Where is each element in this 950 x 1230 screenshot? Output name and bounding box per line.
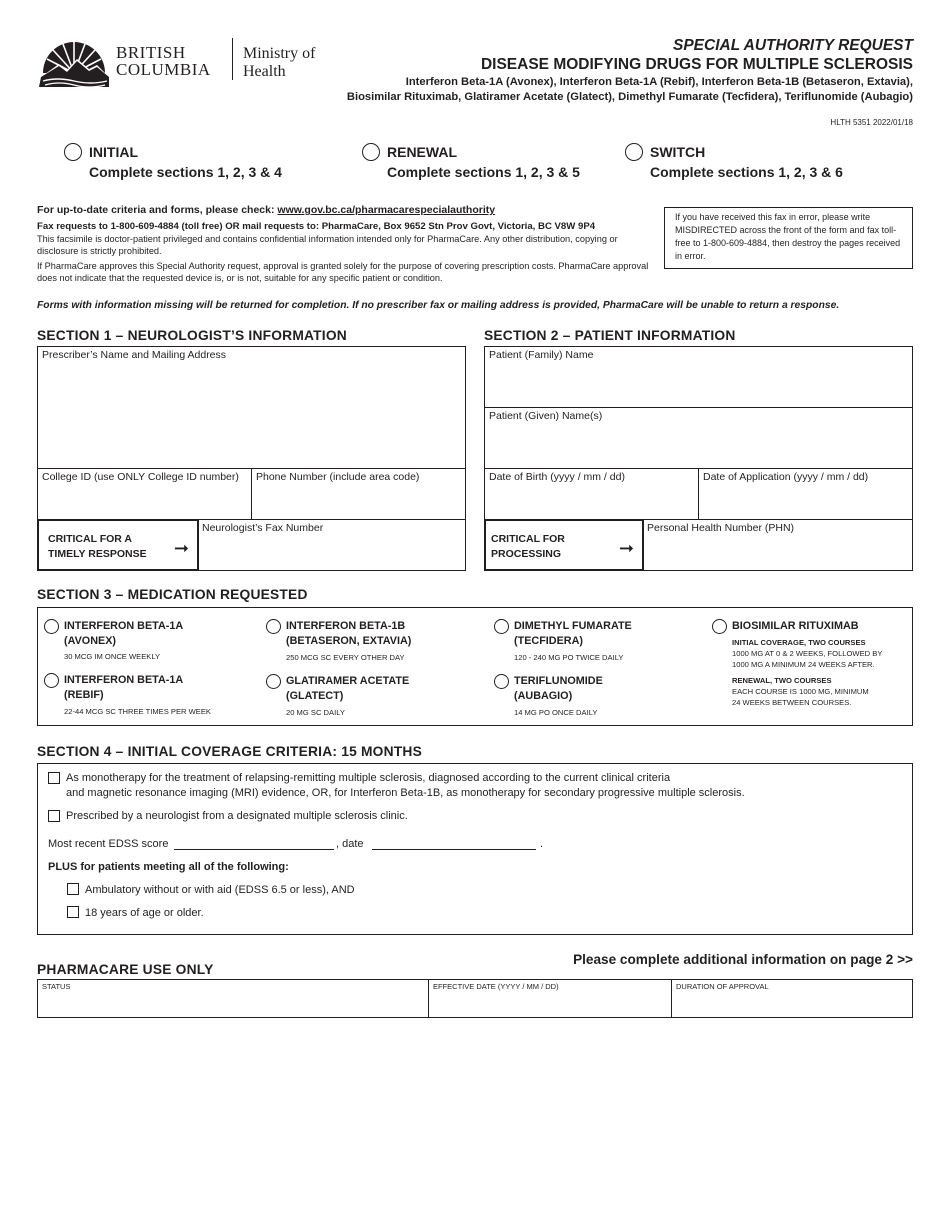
field-label: Prescriber’s Name and Mailing Address (42, 349, 227, 361)
pharmacare-use-title: PHARMACARE USE ONLY (37, 962, 214, 977)
rituximab-renewal-line1: EACH COURSE IS 1000 MG, MINIMUM (732, 687, 869, 696)
radio-aubagio[interactable] (494, 674, 509, 689)
approval-notice: If PharmaCare approves this Special Authority request, approval is granted solely for the purpose of covering prescription costs. PharmaCare approval does not indicate that the requested device is, or is not, suitable for any specific patient or condition. (37, 261, 649, 283)
section3-title: SECTION 3 – MEDICATION REQUESTED (37, 587, 308, 602)
field-label: DURATION OF APPROVAL (676, 982, 769, 991)
college-id-field[interactable] (37, 468, 252, 520)
age-text: 18 years of age or older. (85, 907, 204, 919)
med-name: INTERFERON BETA-1A (AVONEX) (64, 620, 184, 647)
field-label: Patient (Given) Name(s) (489, 410, 603, 422)
radio-tecfidera[interactable] (494, 619, 509, 634)
radio-switch[interactable] (625, 143, 643, 161)
info-block (37, 204, 657, 287)
rituximab-initial-line1: 1000 MG AT 0 & 2 WEEKS, FOLLOWED BY (732, 649, 883, 658)
effective-date-field[interactable] (428, 979, 672, 1018)
rituximab-renewal-heading: RENEWAL, TWO COURSES (732, 676, 832, 685)
date-of-application-field[interactable] (698, 468, 913, 520)
request-type-label: INITIAL (89, 144, 138, 160)
field-label: Neurologist’s Fax Number (202, 522, 324, 534)
duration-of-approval-field[interactable] (671, 979, 913, 1018)
med-name: BIOSIMILAR RITUXIMAB (732, 620, 859, 632)
criterion1-line1: As monotherapy for the treatment of relapsing-remitting multiple sclerosis, diagnosed according to the current clinical criteria (66, 772, 671, 784)
field-label: Patient (Family) Name (489, 349, 594, 361)
radio-renewal[interactable] (362, 143, 380, 161)
logo-divider (232, 38, 233, 80)
med-dose: 30 MCG IM ONCE WEEKLY (64, 652, 161, 661)
field-label: Personal Health Number (PHN) (647, 522, 795, 534)
med-name: INTERFERON BETA-1A (REBIF) (64, 674, 184, 701)
field-label: Date of Application (yyyy / mm / dd) (703, 471, 869, 483)
radio-glatect[interactable] (266, 674, 281, 689)
continue-page2-note: Please complete additional information on page 2 >> (573, 952, 913, 967)
date-of-birth-field[interactable] (484, 468, 699, 520)
bc-wordmark-line1: BRITISH (116, 43, 186, 62)
critical-timely-badge (37, 519, 199, 571)
med-dose: 120 - 240 MG PO TWICE DAILY (514, 653, 624, 662)
critical-line1: CRITICAL FOR (491, 533, 565, 545)
rituximab-initial-heading: INITIAL COVERAGE, TWO COURSES (732, 638, 866, 647)
age-checkbox[interactable] (67, 906, 79, 918)
criterion1-checkbox[interactable] (48, 772, 60, 784)
form-title: SPECIAL AUTHORITY REQUEST (673, 37, 913, 54)
field-label: EFFECTIVE DATE (YYYY / MM / DD) (433, 982, 559, 991)
rituximab-initial-line2: 1000 MG A MINIMUM 24 WEEKS AFTER. (732, 660, 875, 669)
radio-rebif[interactable] (44, 673, 59, 688)
critical-line2: PROCESSING (491, 548, 562, 560)
drug-list-line2: Biosimilar Rituximab, Glatiramer Acetate (Glatect), Dimethyl Fumarate (Tecfidera), Teriflunomide (Aubagio) (346, 91, 913, 103)
med-name: DIMETHYL FUMARATE (TECFIDERA) (514, 620, 632, 647)
plus-criteria-heading: PLUS for patients meeting all of the following: (48, 861, 289, 873)
missing-info-warning: Forms with information missing will be returned for completion. If no prescriber fax or mailing address is provided, PharmaCare will be unable to return a response. (37, 300, 840, 311)
ambulatory-checkbox[interactable] (67, 883, 79, 895)
form-subtitle: DISEASE MODIFYING DRUGS FOR MULTIPLE SCLEROSIS (480, 56, 913, 73)
status-field[interactable] (37, 979, 429, 1018)
critical-line2: TIMELY RESPONSE (48, 548, 147, 560)
request-type-label: SWITCH (650, 144, 706, 160)
radio-initial[interactable] (64, 143, 82, 161)
edss-score-input[interactable] (174, 849, 334, 850)
med-dose: 20 MG SC DAILY (286, 708, 345, 717)
prescriber-name-address-field[interactable] (37, 346, 466, 469)
fax-mail-line: Fax requests to 1-800-609-4884 (toll free) OR mail requests to: PharmaCare, Box 9652 Stn Prov Govt, Victoria, BC V8W 9P4 (37, 221, 596, 232)
patient-family-name-field[interactable] (484, 346, 913, 408)
misdirected-notice: If you have received this fax in error, please write MISDIRECTED across the front of the form and fax toll-free to 1-800-609-4884, then destroy the pages received in error. (664, 207, 913, 269)
bc-wordmark-line2: COLUMBIA (116, 60, 211, 79)
arrow-right-icon: ➞ (618, 538, 634, 558)
patient-given-name-field[interactable] (484, 407, 913, 469)
section2-title: SECTION 2 – PATIENT INFORMATION (484, 328, 736, 343)
edss-date-label: , date (336, 838, 364, 850)
med-dose: 22-44 MCG SC THREE TIMES PER WEEK (64, 707, 211, 716)
radio-betaseron[interactable] (266, 619, 281, 634)
med-name: GLATIRAMER ACETATE (GLATECT) (286, 675, 410, 702)
drug-list-line1: Interferon Beta-1A (Avonex), Interferon Beta-1A (Rebif), Interferon Beta-1B (Betaseron, Extavia), (405, 76, 913, 88)
edss-date-input[interactable] (372, 849, 536, 850)
critical-line1: CRITICAL FOR A (48, 533, 132, 545)
bc-logo-sun-mountain-icon (37, 37, 111, 87)
bc-wordmark (116, 44, 211, 78)
request-type-instruction: Complete sections 1, 2, 3 & 4 (89, 164, 282, 180)
form-number: HLTH 5351 2022/01/18 (830, 118, 913, 127)
med-name: TERIFLUNOMIDE (AUBAGIO) (514, 675, 603, 702)
radio-rituximab[interactable] (712, 619, 727, 634)
field-label: Phone Number (include area code) (256, 471, 420, 483)
field-label: STATUS (42, 982, 71, 991)
edss-period: . (540, 838, 544, 850)
criteria-prefix: For up-to-date criteria and forms, please check: (37, 204, 278, 216)
criteria-link[interactable]: www.gov.bc.ca/pharmacarespecialauthority (277, 204, 496, 216)
confidentiality-notice: This facsimile is doctor-patient privileged and contains confidential information intended only for PharmaCare. Any other distribution, copying or disclosure is strictly prohibited. (37, 234, 618, 256)
request-type-instruction: Complete sections 1, 2, 3 & 6 (650, 164, 843, 180)
request-type-label: RENEWAL (387, 144, 457, 160)
med-name: INTERFERON BETA-1B (BETASERON, EXTAVIA) (286, 620, 412, 647)
criterion1-line2: and magnetic resonance imaging (MRI) evidence, OR, for Interferon Beta-1B, as monotherapy for secondary progressive multiple sclerosis. (66, 787, 745, 799)
criterion2-text: Prescribed by a neurologist from a designated multiple sclerosis clinic. (66, 810, 408, 822)
med-dose: 14 MG PO ONCE DAILY (514, 708, 598, 717)
phn-field[interactable] (643, 519, 913, 571)
section1-title: SECTION 1 – NEUROLOGIST’S INFORMATION (37, 328, 347, 343)
request-type-instruction: Complete sections 1, 2, 3 & 5 (387, 164, 580, 180)
phone-number-field[interactable] (251, 468, 466, 520)
rituximab-renewal-line2: 24 WEEKS BETWEEN COURSES. (732, 698, 852, 707)
radio-avonex[interactable] (44, 619, 59, 634)
field-label: Date of Birth (yyyy / mm / dd) (489, 471, 625, 483)
edss-label: Most recent EDSS score (48, 838, 169, 850)
criteria-line (37, 204, 657, 216)
form-header (273, 36, 913, 105)
arrow-right-icon: ➞ (173, 538, 189, 558)
field-label: College ID (use ONLY College ID number) (42, 471, 239, 483)
ministry-line1: Ministry of (243, 45, 316, 62)
section4-title: SECTION 4 – INITIAL COVERAGE CRITERIA: 15 MONTHS (37, 744, 422, 759)
neurologist-fax-field[interactable] (198, 519, 466, 571)
criterion2-checkbox[interactable] (48, 810, 60, 822)
med-dose: 250 MCG SC EVERY OTHER DAY (286, 653, 405, 662)
ambulatory-text: Ambulatory without or with aid (EDSS 6.5 or less), AND (85, 884, 355, 896)
ministry-line2: Health (243, 63, 286, 80)
critical-processing-badge (484, 519, 644, 571)
